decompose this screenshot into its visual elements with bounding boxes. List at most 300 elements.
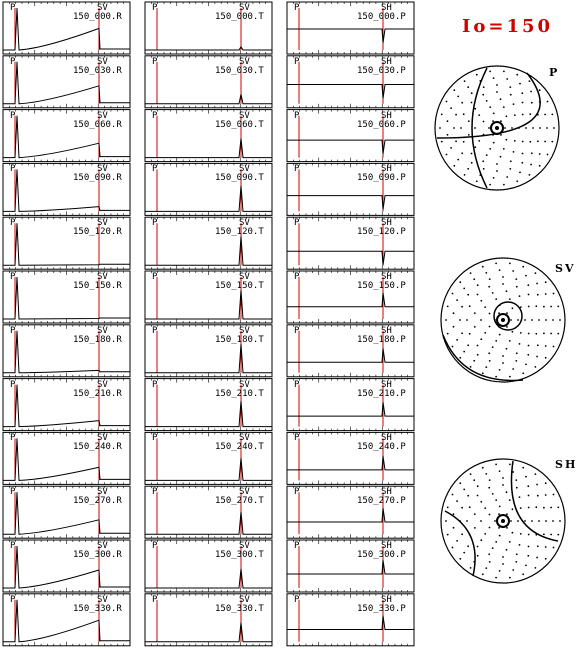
radiation-dot [460,127,462,129]
radiation-dot [522,102,524,104]
radiation-dot [550,534,552,536]
radiation-dot [537,344,539,346]
radiation-dot [480,300,482,302]
phase-label-left: P [294,56,300,67]
trace-label: 150_060.R [73,119,122,130]
radiation-dot [522,266,524,268]
radiation-dot [527,354,529,356]
trace-panel [145,540,272,592]
radiation-dot [471,153,473,155]
radiation-dot [545,345,547,347]
radiation-dot [510,160,512,162]
trace-panel [145,2,272,54]
radiation-dot [553,494,555,496]
radiation-dot [535,567,537,569]
radiation-dot [537,140,539,142]
radiation-dot [482,372,484,374]
radiation-dot [495,263,497,265]
radiation-dot [446,101,448,103]
radiation-dot [510,94,512,96]
radiation-dot [447,534,449,536]
radiation-dot [516,74,518,76]
phase-label-right: SV [97,218,108,229]
sphere-center-dot [501,519,505,523]
radiation-dot [489,148,491,150]
radiation-dot [463,351,465,353]
phase-label-right: SV [239,433,250,444]
radiation-dot [447,134,449,136]
trace-label: 150_300.P [357,550,406,560]
radiation-dot [522,467,524,469]
radiation-dot [512,569,514,571]
radiation-dot [527,284,529,286]
radiation-dot [506,326,508,328]
phase-label-left: P [294,164,300,175]
phase-label-right: SH [381,272,392,282]
radiation-dot [500,120,502,122]
radiation-dot [535,473,537,475]
radiation-dot [557,507,559,509]
phase-label-right: SV [239,541,250,551]
radiation-dot [506,139,508,141]
waveform-trace [145,569,272,588]
radiation-dot [506,312,508,314]
radiation-dot [520,533,522,535]
radiation-dot [453,89,455,91]
radiation-dot [545,558,547,560]
radiation-dot [453,312,455,314]
phase-label-left: P [294,541,300,551]
trace-panel [3,379,130,431]
waveform-trace [287,616,414,630]
trace-panel [3,2,130,54]
radiation-dot [543,533,545,535]
phase-label-left: P [294,379,300,390]
trace-panel [287,217,414,269]
radiation-dot [470,567,472,569]
radiation-dot [474,527,476,529]
radiation-dot [489,527,491,529]
phase-label-right: SV [239,3,250,13]
radiation-dot [459,319,461,321]
radiation-dot [519,496,521,498]
radiation-dot [509,298,511,300]
trace-label: 150_300.T [215,550,264,560]
radiation-dot [498,513,500,515]
radiation-dot [478,114,480,116]
radiation-dot [515,479,517,481]
radiation-dot [482,94,484,96]
radiation-dot [474,146,476,148]
trace-label: 150_120.R [73,227,122,238]
trace-label: 150_060.T [215,119,264,130]
radiation-dot [499,470,501,472]
radiation-dot [492,547,494,549]
radiation-dot [509,541,511,543]
radiation-dot [466,520,468,522]
radiation-dot [499,369,501,371]
waveform-trace [287,29,414,43]
radiation-dot [450,147,452,149]
radiation-dot [485,366,487,368]
trace-label: 150_120.T [215,227,264,238]
phase-label-right: SV [239,218,250,229]
radiation-dot [552,319,554,321]
radiation-dot [493,77,495,79]
radiation-dot [492,493,494,495]
trace-label: 150_120.P [357,227,406,238]
trace-label: 150_210.P [357,388,406,399]
phase-label-right: SV [97,110,108,121]
radiation-dot [509,499,511,501]
phase-label-right: SV [239,325,250,336]
radiation-dot [528,345,530,347]
radiation-dot [461,306,463,308]
radiation-dot [484,332,486,334]
radiation-dot [486,154,488,156]
radiation-dot [513,151,515,153]
trace-label: 150_030.P [357,65,406,76]
waveform-trace [145,47,272,50]
radiation-dot [480,319,482,321]
radiation-dot [498,527,500,529]
trace-label: 150_330.P [357,603,406,614]
trace-panel [287,163,414,215]
radiation-dot [492,346,494,348]
radiation-dot [545,520,547,522]
radiation-dot [500,156,502,158]
radiation-dot [492,120,494,122]
trace-label: 150_300.R [73,550,122,560]
phase-label-left: P [294,3,300,13]
radiation-dot [456,299,458,301]
radiation-dot [551,114,553,116]
trace-panel [3,432,130,484]
radiation-dot [499,334,501,336]
trace-label: 150_240.T [215,442,264,453]
radiation-dot [463,552,465,554]
phase-label-right: SH [381,218,392,229]
radiation-dot [532,127,534,129]
radiation-dot [544,114,546,116]
phase-label-left: P [152,487,158,498]
radiation-dot [473,479,475,481]
phase-label-left: P [152,272,158,282]
trace-label: 150_270.R [73,496,122,507]
radiation-dot [528,333,530,335]
phase-label-right: SH [381,56,392,67]
radiation-dot [488,286,490,288]
waveform-trace [145,290,272,319]
trace-panel [145,56,272,108]
radiation-dot [463,141,465,143]
radiation-dot [474,108,476,110]
radiation-dot [502,362,504,364]
sphere-label: P [549,66,560,79]
radiation-dot [461,533,463,535]
radiation-dot [498,312,500,314]
radiation-dot [459,482,461,484]
radiation-dot [495,340,497,342]
radiation-dot [488,352,490,354]
trace-label: 150_090.P [357,173,406,184]
phase-label-right: SH [381,3,392,13]
radiation-dot [447,507,449,509]
radiation-dot [499,570,501,572]
radiation-dot [545,281,547,283]
radiation-dot [537,545,539,547]
radiation-dot [453,165,455,167]
radiation-dot [503,71,505,73]
radiation-dot [520,332,522,334]
radiation-dot [469,506,471,508]
radiation-dot [488,127,490,129]
radiation-dot [455,140,457,142]
radiation-dot [527,555,529,557]
radiation-dot [553,346,555,348]
trace-label: 150_000.P [357,12,406,22]
trace-label: 150_270.P [357,496,406,507]
radiation-dot [536,356,538,358]
radiation-dot [473,278,475,280]
phase-label-left: P [294,433,300,444]
phase-label-right: SV [239,594,250,605]
radiation-dot [502,563,504,565]
radiation-dot [480,539,482,541]
phase-label-left: P [10,56,16,67]
radiation-dot [447,120,449,122]
radiation-dot [469,305,471,307]
radiation-dot [459,558,461,560]
trace-label: 150_240.P [357,442,406,453]
radiation-dot [476,180,478,182]
radiation-dot [516,487,518,489]
phase-label-right: SV [239,379,250,390]
radiation-dot [447,306,449,308]
trace-panel [287,379,414,431]
waveform-trace [287,402,414,416]
radiation-dot [482,573,484,575]
figure-title: Io=150 [462,16,554,37]
radiation-dot [539,89,541,91]
radiation-dot [474,513,476,515]
radiation-dot [447,333,449,335]
waveform-trace [287,140,414,154]
radiation-dot [545,357,547,359]
phase-label-right: SH [381,487,392,498]
radiation-dot [524,319,526,321]
phase-label-right: SV [97,594,108,605]
trace-panel [145,325,272,377]
radiation-dot [531,520,533,522]
radiation-dot [474,127,476,129]
trace-panel [145,379,272,431]
radiation-dot [482,467,484,469]
phase-label-left: P [10,164,16,175]
radiation-dot [550,507,552,509]
radiation-dot [537,495,539,497]
radiation-dot [530,164,532,166]
radiation-dot [538,319,540,321]
sphere-center-dot [495,126,499,130]
radiation-dot [477,345,479,347]
radiation-dot [489,313,491,315]
trace-label: 150_000.T [215,12,264,22]
radiation-dot [484,306,486,308]
radiation-dot [506,549,508,551]
trace-panel [3,217,130,269]
radiation-dot [493,113,495,115]
phase-label-right: SV [97,487,108,498]
radiation-dot [528,306,530,308]
radiation-dot [553,127,555,129]
phase-label-right: SV [239,487,250,498]
phase-label-left: P [152,56,158,67]
radiation-dot [502,484,504,486]
radiation-dot [535,366,537,368]
radiation-dot [461,102,463,104]
radiation-dot [528,495,530,497]
phase-label-right: SV [97,379,108,390]
radiation-dot [499,535,501,537]
radiation-dot [530,91,532,93]
phase-label-right: SH [381,594,392,605]
radiation-dot [500,134,502,136]
radiation-dot [500,98,502,100]
radiation-dot [503,184,505,186]
radiation-dot [471,92,473,94]
radiation-dot [538,520,540,522]
trace-label: 150_210.T [215,388,264,399]
phase-label-right: SH [381,379,392,390]
trace-panel [145,486,272,538]
radiation-dot [543,306,545,308]
radiation-dot [509,464,511,466]
radiation-dot [489,106,491,108]
radiation-dot [551,141,553,143]
trace-panel [145,271,272,323]
radiation-dot [515,360,517,362]
phase-label-left: P [152,110,158,121]
trace-panel [3,540,130,592]
phase-label-right: SV [239,164,250,175]
radiation-dot [537,294,539,296]
radiation-dot [464,174,466,176]
radiation-dot [545,293,547,295]
radiation-dot [519,544,521,546]
waveform-trace [287,508,414,522]
phase-label-left: P [10,272,16,282]
radiation-dot [495,376,497,378]
radiation-dot [495,541,497,543]
radiation-dot [522,153,524,155]
phase-label-left: P [294,110,300,121]
radiation-dot [456,540,458,542]
phase-label-left: P [10,487,16,498]
trace-label: 150_090.R [73,173,122,184]
radiation-dot [493,142,495,144]
radiation-dot [550,333,552,335]
waveform-trace [287,251,414,265]
waveform-trace [145,401,272,427]
trace-panel [287,110,414,162]
radiation-dot [495,464,497,466]
radiation-dot [521,162,523,164]
phase-label-left: P [294,325,300,336]
radiation-dot [502,276,504,278]
sphere-label: SV [555,262,576,275]
trace-panel [145,163,272,215]
radiation-dot [495,298,497,300]
radiation-dot [509,376,511,378]
radiation-dot [559,520,561,522]
phase-label-left: P [10,218,16,229]
radiation-dot [545,319,547,321]
trace-panel [287,540,414,592]
radiation-dot [478,140,480,142]
phase-label-left: P [10,594,16,605]
radiation-dot [456,500,458,502]
radiation-dot [446,154,448,156]
radiation-dot [496,170,498,172]
radiation-dot [492,292,494,294]
radiation-dot [484,533,486,535]
phase-label-left: P [10,110,16,121]
radiation-dot [543,507,545,509]
radiation-dot [466,319,468,321]
radiation-dot [471,102,473,104]
radiation-dot [529,80,531,82]
radiation-dot [441,114,443,116]
radiation-dot [525,565,527,567]
waveform-trace [145,344,272,373]
radiation-dot [512,532,514,534]
radiation-dot [504,127,506,129]
phase-label-left: P [152,218,158,229]
radiation-dot [552,520,554,522]
radiation-dot [529,113,531,115]
trace-label: 150_150.R [73,281,122,291]
radiation-dot [539,127,541,129]
radiation-dot [467,294,469,296]
radiation-dot [489,514,491,516]
radiation-dot [495,499,497,501]
radiation-dot [452,547,454,549]
radiation-dot [503,148,505,150]
radiation-dot [461,152,463,154]
radiation-dot [539,165,541,167]
radiation-dot [509,577,511,579]
waveform-trace [287,293,414,307]
radiation-dot [470,272,472,274]
radiation-dot [463,113,465,115]
radiation-dot [463,288,465,290]
phase-label-right: SV [239,110,250,121]
radiation-dot [539,153,541,155]
waveform-trace [287,348,414,362]
radiation-dot [467,344,469,346]
radiation-dot [489,326,491,328]
radiation-dot [453,527,455,529]
waveform-trace [145,236,272,265]
radiation-dot [482,266,484,268]
radiation-dot [506,115,508,117]
radiation-dot [547,101,549,103]
phase-label-left: P [294,218,300,229]
radiation-dot [516,286,518,288]
phase-label-left: P [10,325,16,336]
radiation-dot [496,91,498,93]
